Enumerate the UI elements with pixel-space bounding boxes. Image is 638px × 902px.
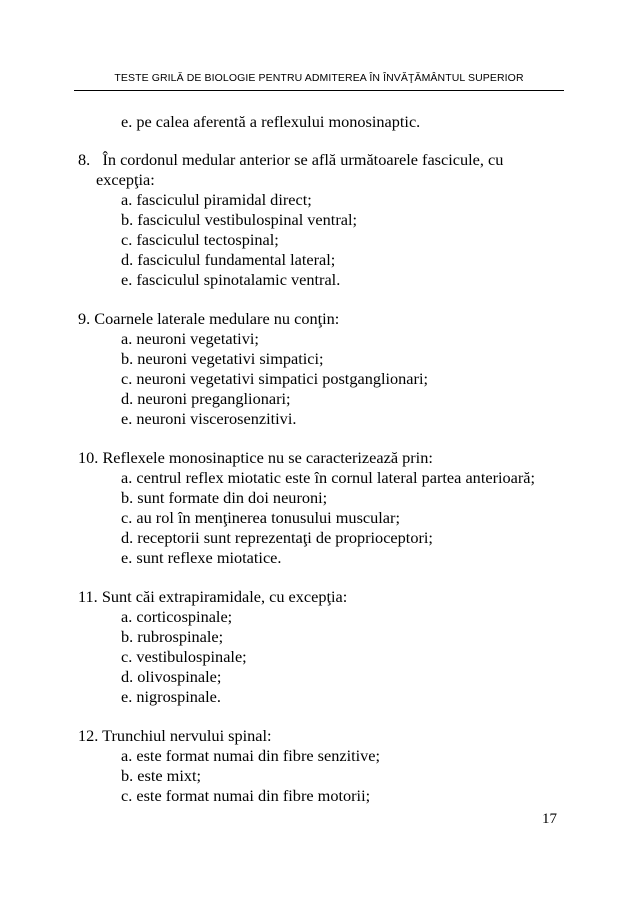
carry-over-option: e. pe calea aferentă a reflexului monosinaptic. (121, 112, 421, 131)
question-12 (78, 726, 272, 746)
option-10a: a. centrul reflex miotatic este în cornul lateral partea anterioară; (121, 468, 536, 487)
option-10e: e. sunt reflexe miotatice. (121, 548, 282, 567)
question-number: 12. (78, 726, 99, 745)
option-11b: b. rubrospinale; (121, 627, 224, 646)
question-number: 8. (78, 150, 91, 169)
option-11a: a. corticospinale; (121, 607, 233, 626)
option-8d: d. fasciculul fundamental lateral; (121, 250, 336, 269)
option-8a: a. fasciculul piramidal direct; (121, 190, 312, 209)
option-12c: c. este format numai din fibre motorii; (121, 786, 371, 805)
option-8c: c. fasciculul tectospinal; (121, 230, 279, 249)
question-text-continued: excepţia: (96, 170, 155, 189)
option-9b: b. neuroni vegetativi simpatici; (121, 349, 324, 368)
question-text: Trunchiul nervului spinal: (102, 726, 272, 745)
question-text: Reflexele monosinaptice nu se caracterizează prin: (102, 448, 433, 467)
page-number: 17 (542, 811, 557, 827)
option-9c: c. neuroni vegetativi simpatici postganglionari; (121, 369, 429, 388)
question-9 (78, 309, 339, 329)
question-11 (78, 587, 347, 607)
option-9d: d. neuroni preganglionari; (121, 389, 291, 408)
option-8e: e. fasciculul spinotalamic ventral. (121, 270, 341, 289)
option-10c: c. au rol în menţinerea tonusului muscular; (121, 508, 400, 527)
option-10b: b. sunt formate din doi neuroni; (121, 488, 328, 507)
option-11e: e. nigrospinale. (121, 687, 221, 706)
option-12a: a. este format numai din fibre senzitive; (121, 746, 381, 765)
option-11c: c. vestibulospinale; (121, 647, 247, 666)
question-number: 10. (78, 448, 99, 467)
question-text: În cordonul medular anterior se află următoarele fascicule, cu (102, 150, 504, 169)
option-12b: b. este mixt; (121, 766, 202, 785)
option-10d: d. receptorii sunt reprezentaţi de proprioceptori; (121, 528, 433, 547)
header-rule (74, 90, 564, 91)
question-text: Coarnele laterale medulare nu conţin: (94, 309, 340, 328)
question-8 (78, 150, 503, 170)
question-number: 9. (78, 309, 91, 328)
question-10 (78, 448, 433, 468)
option-11d: d. olivospinale; (121, 667, 222, 686)
option-9a: a. neuroni vegetativi; (121, 329, 259, 348)
question-number: 11. (78, 587, 98, 606)
running-header: TESTE GRILĂ DE BIOLOGIE PENTRU ADMITEREA ÎN ÎNVĂŢĂMÂNTUL SUPERIOR (114, 72, 524, 84)
option-9e: e. neuroni viscerosenzitivi. (121, 409, 297, 428)
question-text: Sunt căi extrapiramidale, cu excepţia: (101, 587, 348, 606)
option-8b: b. fasciculul vestibulospinal ventral; (121, 210, 358, 229)
